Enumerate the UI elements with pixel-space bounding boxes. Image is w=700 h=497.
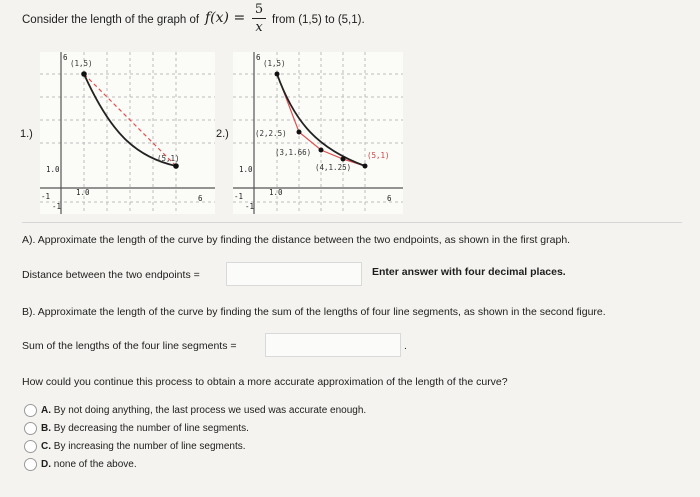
distance-input[interactable] — [226, 262, 362, 286]
graph-1-tick-ytop: 6 — [63, 53, 68, 62]
choice-d[interactable] — [41, 459, 137, 470]
graph-1-point-start — [81, 71, 87, 77]
choice-a[interactable] — [41, 405, 366, 416]
graph-2-point-1 — [275, 72, 280, 77]
question-suffix: from (1,5) to (5,1). — [272, 14, 365, 26]
graph-2-tick-xneg: -1 — [234, 192, 244, 201]
choice-b-radio[interactable] — [24, 422, 37, 435]
part-b-text: B). Approximate the length of the curve by finding the sum of the lengths of four line segments, as shown in the second figure. — [22, 306, 606, 318]
divider — [22, 222, 682, 223]
choice-b-letter: B. — [41, 423, 51, 434]
choice-c-text: By increasing the number of line segments. — [53, 441, 246, 452]
question-prefix: Consider the length of the graph of — [22, 14, 200, 26]
graph-1-tick-yneg: -1 — [52, 202, 62, 211]
graph-2-point-3 — [319, 148, 324, 153]
choice-b[interactable] — [41, 423, 249, 434]
choice-a-text: By not doing anything, the last process we used was accurate enough. — [53, 405, 367, 416]
choice-b-text: By decreasing the number of line segments. — [53, 423, 249, 434]
function-fraction — [252, 2, 266, 35]
part-c-question: How could you continue this process to obtain a more accurate approximation of the length of the curve? — [22, 376, 508, 388]
part-a-text: A). Approximate the length of the curve by finding the distance between the two endpoints, as shown in the first graph. — [22, 234, 571, 246]
graph-2-tick-ytop: 6 — [256, 53, 261, 62]
graph-2-tick-xend: 6 — [387, 194, 392, 203]
segments-sum-input[interactable] — [265, 333, 401, 357]
graph-2-label-p4: (4,1.25) — [315, 163, 352, 172]
graph-1 — [40, 52, 215, 214]
trailing-period: . — [404, 340, 407, 352]
function-name: f(x) = — [205, 10, 246, 26]
graph-1-tick-xneg: -1 — [41, 192, 51, 201]
graph-2-point-5 — [363, 164, 368, 169]
numerator: 5 — [254, 2, 264, 17]
graph-1-grid — [40, 52, 215, 214]
graph-2-label-p5: (5,1) — [367, 151, 390, 160]
choice-d-text: none of the above. — [53, 459, 137, 470]
graph-2-point-4 — [341, 157, 346, 162]
graph-1-tick-x1: 1.0 — [76, 188, 90, 197]
graph-1-point-end — [173, 163, 179, 169]
choice-a-letter: A. — [41, 405, 51, 416]
choice-c-letter: C. — [41, 441, 51, 452]
choice-c[interactable] — [41, 441, 246, 452]
denominator: x — [255, 20, 263, 35]
graph-1-tick-y1: 1.0 — [46, 165, 60, 174]
graph-2-label: 2.) — [216, 128, 229, 140]
graph-1-label-start: (1,5) — [70, 59, 93, 68]
choice-a-radio[interactable] — [24, 404, 37, 417]
choice-d-letter: D. — [41, 459, 51, 470]
graph-2-tick-x1: 1.0 — [269, 188, 283, 197]
graph-1-tick-xend: 6 — [198, 194, 203, 203]
part-a-label: Distance between the two endpoints = — [22, 269, 200, 281]
graph-2-label-p1: (1,5) — [263, 59, 286, 68]
graph-2-label-p2: (2,2.5) — [255, 129, 287, 138]
choice-d-radio[interactable] — [24, 458, 37, 471]
graph-2 — [233, 52, 403, 214]
graph-1-label: 1.) — [20, 128, 33, 140]
graph-2-tick-yneg: -1 — [245, 202, 255, 211]
decimal-hint: Enter answer with four decimal places. — [372, 266, 566, 278]
graph-2-tick-y1: 1.0 — [239, 165, 253, 174]
graph-2-point-2 — [297, 130, 302, 135]
graph-2-label-p3: (3,1.66) — [275, 148, 312, 157]
graph-1-label-end: (5,1) — [157, 154, 180, 163]
part-b-label: Sum of the lengths of the four line segments = — [22, 340, 237, 352]
choice-c-radio[interactable] — [24, 440, 37, 453]
